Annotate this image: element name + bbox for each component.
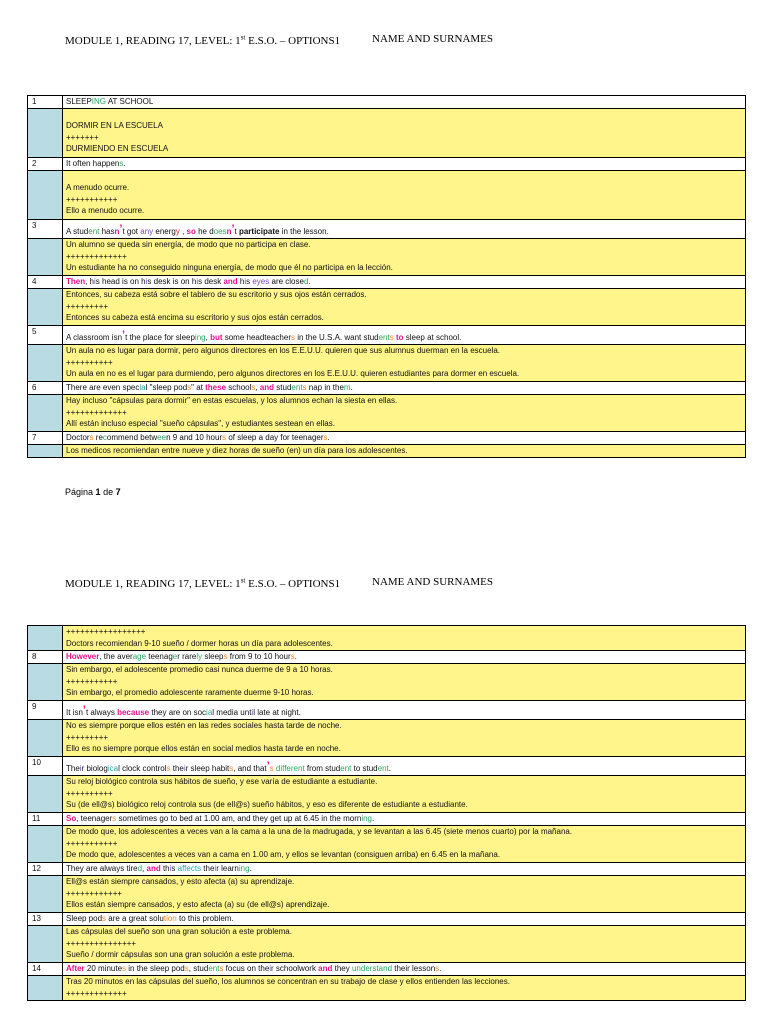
row-number: 2: [28, 158, 63, 171]
table-row: [28, 863, 746, 876]
spanish-translation: Las cápsulas del sueño son una gran solución a este problema. +++++++++++++++ Sueño / dormir cápsulas son una gran solución a este problema.: [63, 926, 746, 963]
table-row: [28, 876, 746, 913]
row-number: 13: [28, 913, 63, 926]
row-number: 4: [28, 276, 63, 289]
table-row: [28, 651, 746, 664]
table-row: [28, 664, 746, 701]
english-sentence: It often happens.: [63, 158, 746, 171]
name-label: NAME AND SURNAMES: [372, 33, 494, 45]
spanish-translation: Su reloj biológico controla sus hábitos de sueño, y ese varía de estudiante a estudiante. ++++++++++ Su (de ell@s) biológico reloj controla sus (de ell@s) sueño hábitos, y eso es diferente de estudiante a estudiante.: [63, 776, 746, 813]
table-row: [28, 813, 746, 826]
table-row: [28, 289, 746, 326]
spanish-translation: De modo que, los adolescentes a veces van a la cama a la una de la madrugada, y se levantan a las 6.45 (siete menos cuarto) por la mañana. +++++++++++ De modo que, adolescentes a veces van a cama en 1.00 am, y ellos se levantan (consiguen arriba) en 6.45 en la mañana.: [63, 826, 746, 863]
table-row: [28, 445, 746, 458]
table-row: [28, 701, 746, 720]
spanish-translation: +++++++++++++++++ Doctors recomiendan 9-10 sueño / dormer horas un día para adolescentes.: [63, 626, 746, 651]
row-number: 11: [28, 813, 63, 826]
row-number: 1: [28, 96, 63, 109]
english-sentence: SLEEPING AT SCHOOL: [63, 96, 746, 109]
row-number: 5: [28, 326, 63, 345]
english-sentence: Their biological clock controls their sleep habits, and that’s different from student to student.: [63, 757, 746, 776]
table-row: [28, 826, 746, 863]
spanish-translation: Entonces, su cabeza está sobre el tablero de su escritorio y sus ojos están cerrados. +++++++++ Entonces su cabeza está encima su escritorio y sus ojos están cerrados.: [63, 289, 746, 326]
row-number: 7: [28, 432, 63, 445]
english-sentence: There are even special "sleep pods" at these schools, and students nap in them.: [63, 382, 746, 395]
spanish-translation: A menudo ocurre. +++++++++++ Ello a menudo ocurre.: [63, 171, 746, 220]
table-row: [28, 96, 746, 109]
module-title: MODULE 1, READING 17, LEVEL: 1st E.S.O. – OPTIONS1: [65, 33, 341, 47]
english-sentence: Sleep pods are a great solution to this problem.: [63, 913, 746, 926]
table-row: [28, 276, 746, 289]
english-sentence: After 20 minutes in the sleep pods, students focus on their schoolwork and they understand their lessons.: [63, 963, 746, 976]
table-row: [28, 239, 746, 276]
table-row: [28, 926, 746, 963]
table-row: [28, 432, 746, 445]
name-label: NAME AND SURNAMES: [372, 576, 494, 588]
table-row: [28, 626, 746, 651]
table-row: [28, 720, 746, 757]
table-row: [28, 109, 746, 158]
page-header: [65, 33, 494, 47]
row-number: 9: [28, 701, 63, 720]
table-row: [28, 395, 746, 432]
row-number: 8: [28, 651, 63, 664]
english-sentence: Then, his head is on his desk is on his desk and his eyes are closed.: [63, 276, 746, 289]
table-row: [28, 345, 746, 382]
english-sentence: A student hasn’t got any energy , so he doesn’t participate in the lesson.: [63, 220, 746, 239]
table-row: [28, 913, 746, 926]
spanish-translation: Ell@s están siempre cansados, y esto afecta (a) su aprendizaje. ++++++++++++ Ellos están siempre cansados, y esto afecta (a) su (de ell@s) aprendizaje.: [63, 876, 746, 913]
row-number: 10: [28, 757, 63, 776]
row-number: 12: [28, 863, 63, 876]
table-row: [28, 382, 746, 395]
english-sentence: However, the average teenager rarely sleeps from 9 to 10 hours.: [63, 651, 746, 664]
table-row: [28, 757, 746, 776]
spanish-translation: No es siempre porque ellos estén en las redes sociales hasta tarde de noche. +++++++++ Ello es no siempre porque ellos están en social medios hasta tarde en noche.: [63, 720, 746, 757]
table-row: [28, 976, 746, 1001]
table-row: [28, 171, 746, 220]
spanish-translation: DORMIR EN LA ESCUELA +++++++ DURMIENDO EN ESCUELA: [63, 109, 746, 158]
table-row: [28, 776, 746, 813]
row-number: 3: [28, 220, 63, 239]
english-sentence: A classroom isn’t the place for sleeping, but some headteachers in the U.S.A. want students to sleep at school.: [63, 326, 746, 345]
english-sentence: It isn’t always because they are on social media until late at night.: [63, 701, 746, 720]
page-header: [65, 576, 494, 590]
row-number: 6: [28, 382, 63, 395]
reading-table-page-1: [27, 95, 746, 458]
table-row: [28, 220, 746, 239]
english-sentence: They are always tired, and this affects their learning.: [63, 863, 746, 876]
page-number: Página 1 de 7: [65, 487, 121, 497]
module-title: MODULE 1, READING 17, LEVEL: 1st E.S.O. – OPTIONS1: [65, 576, 341, 590]
spanish-translation: Sin embargo, el adolescente promedio casi nunca duerme de 9 a 10 horas. +++++++++++ Sin embargo, el promedio adolescente raramente duerme 9-10 horas.: [63, 664, 746, 701]
table-row: [28, 326, 746, 345]
english-sentence: So, teenagers sometimes go to bed at 1.00 am, and they get up at 6.45 in the morning.: [63, 813, 746, 826]
spanish-translation: Un alumno se queda sin energía, de modo que no participa en clase. +++++++++++++ Un estudiante ha no conseguido ninguna energía, de modo que él no participa en la lección.: [63, 239, 746, 276]
table-row: [28, 158, 746, 171]
reading-table-page-2: [27, 625, 746, 1001]
spanish-translation: Los medicos recomiendan entre nueve y diez horas de sueño (en) un día para los adolescentes.: [63, 445, 746, 458]
spanish-translation: Tras 20 minutos en las cápsulas del sueño, los alumnos se concentran en su trabajo de clase y ellos entienden las lecciones. +++++++++++++: [63, 976, 746, 1001]
english-sentence: Doctors recommend between 9 and 10 hours of sleep a day for teenagers.: [63, 432, 746, 445]
spanish-translation: Hay incluso "cápsulas para dormir" en estas escuelas, y los alumnos echan la siesta en ellas. +++++++++++++ Allí están incluso especial "sueño cápsulas", y estudiantes sestean en ellas.: [63, 395, 746, 432]
table-row: [28, 963, 746, 976]
spanish-translation: Un aula no es lugar para dormir, pero algunos directores en los E.E.U.U. quieren que sus alumnus duerman en la escuela. ++++++++++ Un aula en no es el lugar para durmiendo, pero algunos directores en los E.E.U.U. quieren estudiantes para dormer en escuela.: [63, 345, 746, 382]
row-number: 14: [28, 963, 63, 976]
